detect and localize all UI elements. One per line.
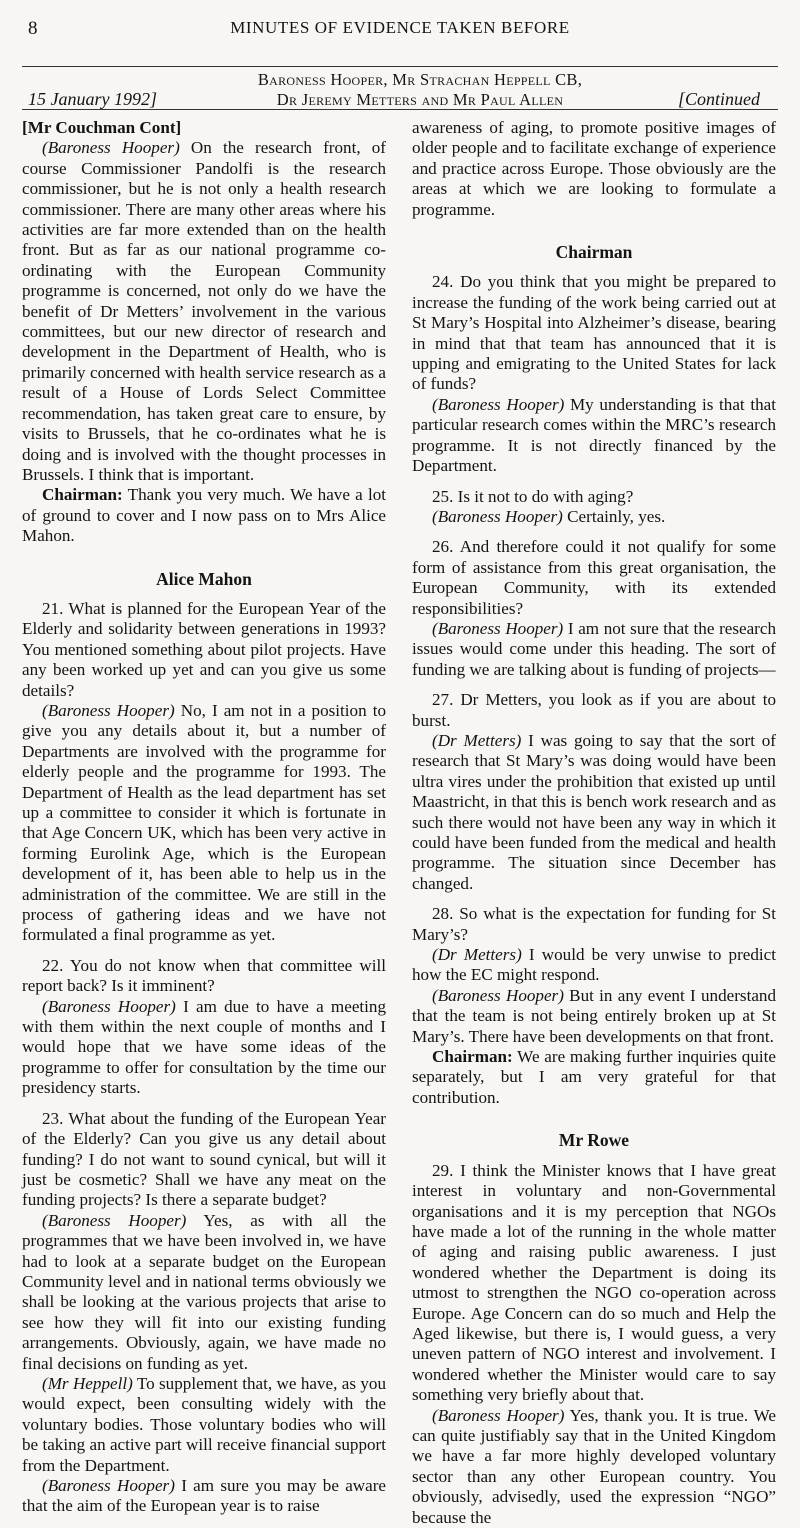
- answer-21: (Baroness Hooper) No, I am not in a position to give you any details about it, but a number of Departments are involved with the programme for elderly people and the programme for 1993. The Department of Health as the lead department has set up a committee to consider it which is fortunate in that Age Concern UK, which has been very active in forming Eurolink Age, which is the European development of it, has been able to help us in the administration of the committee. We are still in the process of gathering ideas and we have not formulated a final programme as yet.: [22, 700, 387, 945]
- page-number: 8: [28, 18, 38, 39]
- page-header: [0, 18, 800, 54]
- running-title: MINUTES OF EVIDENCE TAKEN BEFORE: [230, 18, 570, 37]
- question-21: 21. What is planned for the European Year of the Elderly and solidarity between generations in 1993? You mentioned something about pilot projects. Have any been worked up yet and can you give us some details?: [22, 598, 386, 700]
- chairman-paragraph: Chairman: We are making further inquiries quite separately, but I am very grateful for that contribution.: [412, 1047, 776, 1107]
- left-column: [22, 118, 386, 1517]
- answer-paragraph: (Baroness Hooper) On the research front, of course Commissioner Pandolfi is the research commissioner, but he is not only a health research commissioner. There are many other areas where his activities are far more extended than on the health front. But as far as our national programme co-ordinating with the European Community programme is concerned, not only do we have the benefit of Dr Metters’ involvement in the various committees, but our new director of research and development in the Department of Health, who is primarily concerned with health service research as a result of a House of Lords Select Committee recommendation, has taken great care to ensure, by visits to Brussels, that he co-ordinates what he is doing and is involved with the thought processes in Brussels. I think that is important.: [22, 138, 386, 484]
- section-heading: Mr Rowe: [558, 1130, 630, 1151]
- question-25: 25. Is it not to do with aging?: [432, 486, 634, 506]
- question-24: 24. Do you think that you might be prepared to increase the funding of the work being carried out at St Mary’s Hospital into Alzheimer’s disease, bearing in mind that that team has announced that it is upping and emigrating to the United States for lack of funds?: [412, 272, 776, 394]
- answer-29: (Baroness Hooper) Yes, thank you. It is true. We can quite justifiably say that in the United Kingdom we have a far more highly developed voluntary sector than any other European country. You obviously, advisedly, used the expression “NGO” because the: [412, 1405, 776, 1527]
- header-rule-top: [22, 66, 778, 67]
- witnesses: [180, 70, 660, 110]
- speaker-label: [Mr Couchman Cont]: [22, 118, 182, 137]
- answer-26: (Baroness Hooper) I am not sure that the research issues would come under this heading. The sort of funding we are talking about is funding of projects—: [412, 618, 776, 679]
- answer-23-heppell: (Mr Heppell) To supplement that, we have, as you would expect, been consulting widely with the voluntary bodies. Those voluntary bodies who will be taking an active part will receive financial support from the Department.: [22, 1373, 386, 1475]
- witnesses-line-1: Baroness Hooper, Mr Strachan Heppell CB,: [257, 70, 583, 89]
- section-heading: Chairman: [555, 242, 633, 263]
- question-29: 29. I think the Minister knows that I have great interest in voluntary and non-Governmental organisations and it is my perception that NGOs have made a lot of the running in the whole matter of aging and raising public awareness. I just wondered whether the Department is doing its utmost to strengthen the NGO co-operation across Europe. Age Concern can do so much and Help the Aged likewise, but there is, I would guess, a very uneven pattern of NGO interest and involvement. I wondered whether the Minister would care to say something very briefly about that.: [412, 1160, 776, 1405]
- answer-23: (Baroness Hooper) Yes, as with all the programmes that we have been involved in, we have had to look at a separate budget on the European Community level and in national terms obviously we shall be looking at the various projects that arise to see how they will fit into our existing funding arrangements. Obviously, again, we have made no final decisions on funding as yet.: [22, 1210, 387, 1373]
- question-27: 27. Dr Metters, you look as if you are about to burst.: [412, 690, 776, 730]
- answer-25: (Baroness Hooper) Certainly, yes.: [432, 506, 666, 526]
- answer-27: (Dr Metters) I was going to say that the sort of research that St Mary’s was doing would have been ultra vires under the prohibition that existed up until Maastricht, in that this is bench work research and as such there would not have been any way in which it could have been funded from the medical and health programme. The situation since December has changed.: [412, 730, 776, 893]
- answer-23-hooper: (Baroness Hooper) I am sure you may be aware that the aim of the European year is to raise: [22, 1476, 386, 1516]
- chairman-paragraph: Chairman: Thank you very much. We have a lot of ground to cover and I now pass on to Mrs Alice Mahon.: [22, 485, 386, 546]
- answer-28: (Dr Metters) I would be very unwise to predict how the EC might respond.: [412, 945, 777, 985]
- continued-label: [Continued: [677, 89, 760, 109]
- header-rule-bottom: [22, 109, 778, 110]
- question-28: 28. So what is the expectation for funding for St Mary’s?: [412, 904, 776, 944]
- answer-28-hooper: (Baroness Hooper) But in any event I understand that the team is not being entirely broken up at St Mary’s. There have been developments on that front.: [412, 985, 776, 1046]
- answer-22: (Baroness Hooper) I am due to have a meeting with them within the next couple of months and I would hope that we have some ideas of the programme to offer for consultation by the time our presidency starts.: [22, 996, 386, 1098]
- answer-24: (Baroness Hooper) My understanding is that that particular research comes within the MRC’s research programme. It is not directly financed by the Department.: [412, 394, 777, 476]
- continued-paragraph: awareness of aging, to promote positive images of older people and to facilitate exchange of experience and practice across Europe. Those obviously are the areas at which we are looking to formulate a programme.: [412, 118, 776, 219]
- question-22: 22. You do not know when that committee will report back? Is it imminent?: [22, 955, 386, 996]
- question-26: 26. And therefore could it not qualify for some form of assistance from this great organisation, the European Community, with its extended responsibilities?: [412, 537, 776, 618]
- right-column: [412, 118, 776, 1528]
- section-heading: Alice Mahon: [156, 568, 252, 589]
- session-date: 15 January 1992]: [28, 89, 157, 109]
- witnesses-line-2: Dr Jeremy Metters and Mr Paul Allen: [276, 90, 564, 109]
- question-23: 23. What about the funding of the European Year of the Elderly? Can you give us any detail about funding? I do not want to sound cynical, but will it just be cosmetic? Shall we have any meat on the funding projects? Is there a separate budget?: [22, 1108, 386, 1210]
